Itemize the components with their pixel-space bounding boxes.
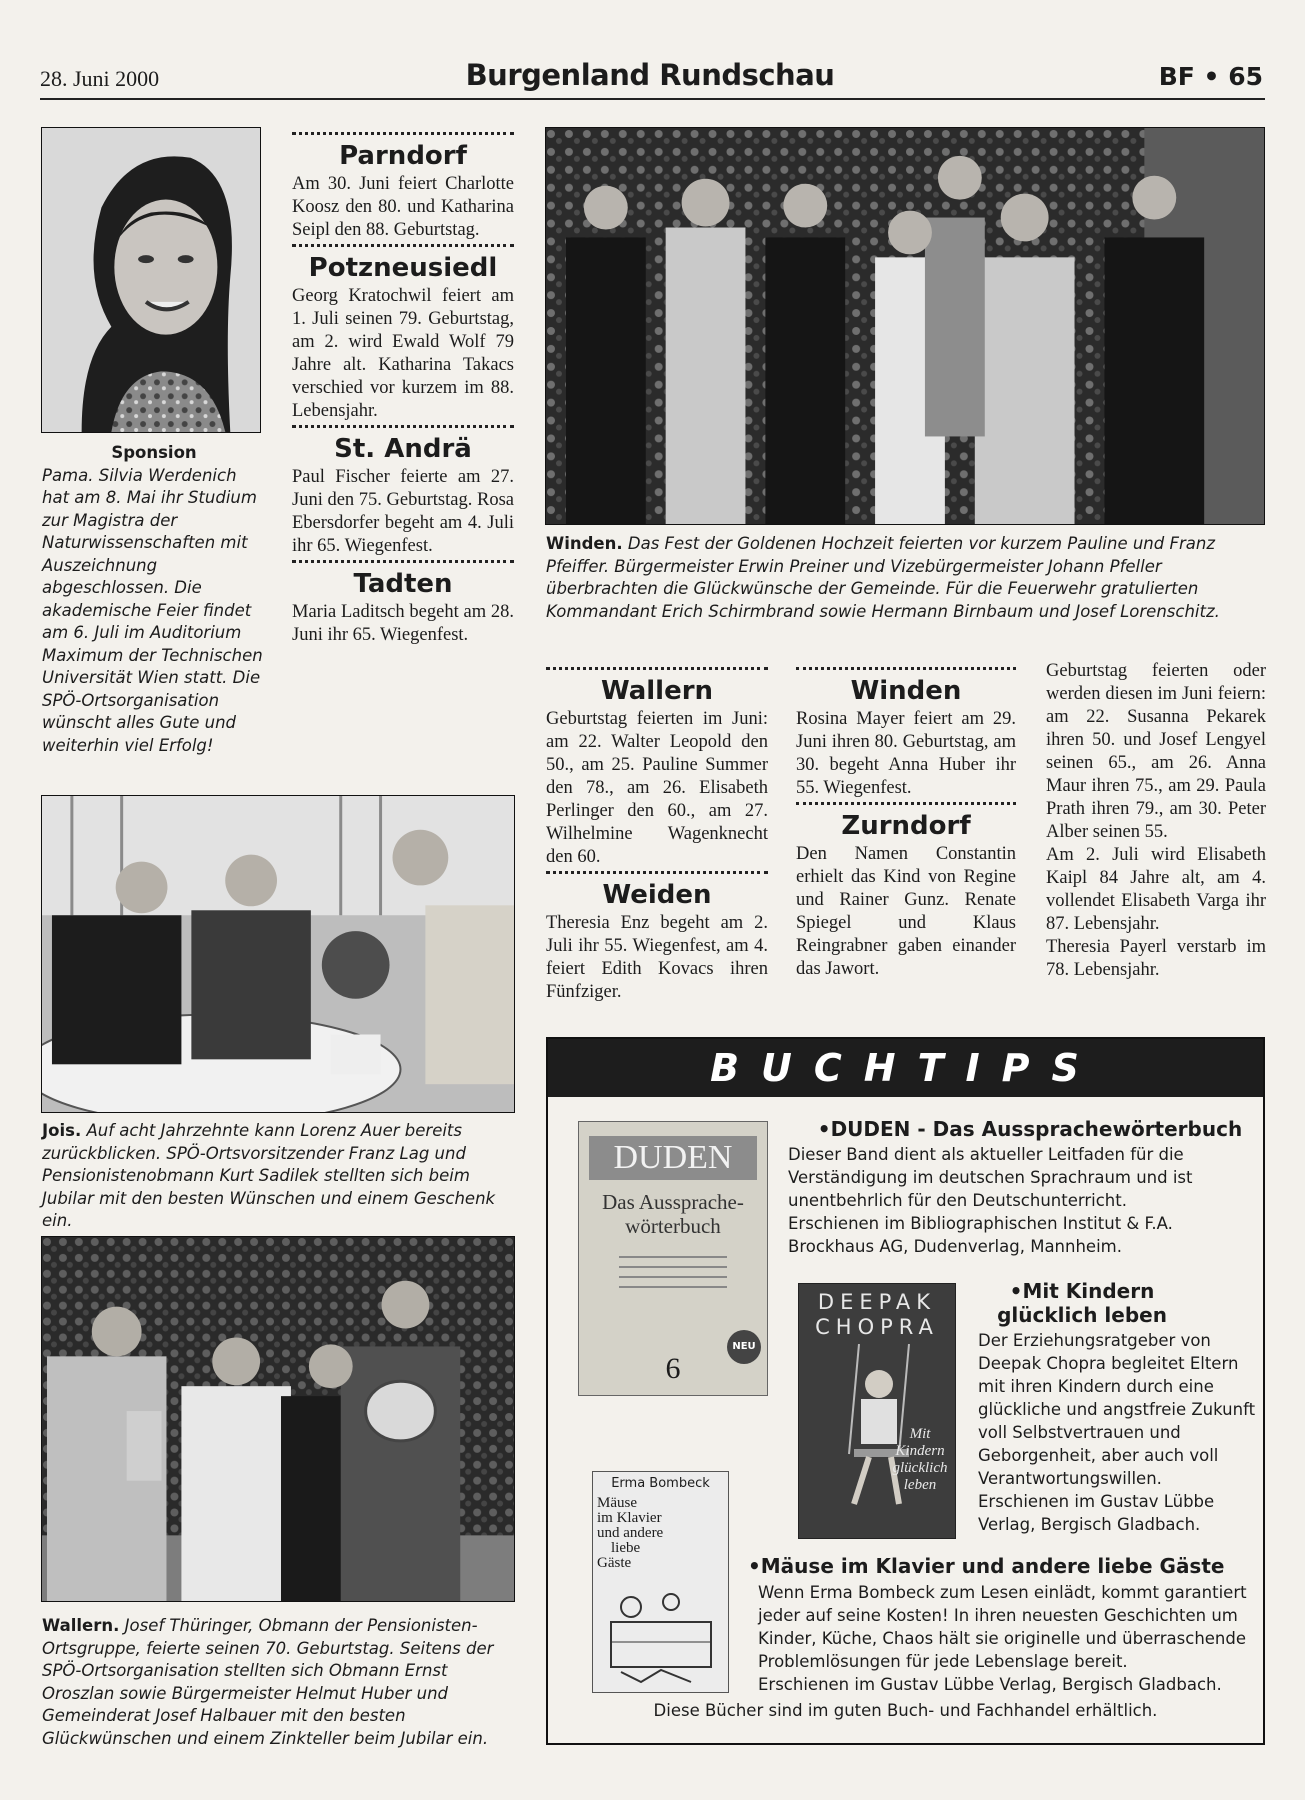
- buchtips-footer: Diese Bücher sind im guten Buch- und Fachhandel erhältlich.: [653, 1701, 1158, 1720]
- note-text: Am 30. Juni feiert Charlotte Koosz den 80. und Katharina Seipl den 88. Geburtstag.: [292, 174, 514, 240]
- bombeck-title-line: Mäuse: [597, 1495, 637, 1511]
- notes-column-winden-zurndorf: [796, 665, 1016, 981]
- book1-text: [788, 1143, 1254, 1258]
- bombeck-book-cover: [592, 1471, 729, 1693]
- book3-publisher: Erschienen im Gustav Lübbe Verlag, Bergisch Gladbach.: [758, 1675, 1222, 1694]
- divider: [546, 667, 768, 670]
- caption-text: Das Fest der Goldenen Hochzeit feierten vor kurzem Pauline und Franz Pfeiffer. Bürgermeister Erwin Preiner und Vizebürgermeister Johann Pfeller überbrachten die Glückwünsche der Gemeinde. Für die Feuerwehr gratulierten Kommandant Erich Schirmbrand sowie Hermann Birnbaum und Josef Lorenschitz.: [546, 534, 1220, 621]
- local-notes-column: [292, 130, 514, 647]
- place-heading: Tadten: [353, 569, 453, 599]
- book1-publisher: Erschienen im Bibliographischen Institut & F.A. Brockhaus AG, Dudenverlag, Mannheim.: [788, 1214, 1173, 1256]
- divider: [292, 244, 514, 247]
- jois-caption: [42, 1120, 516, 1233]
- place-heading: Weiden: [602, 880, 712, 910]
- book2-publisher: Erschienen im Gustav Lübbe Verlag, Bergisch Gladbach.: [978, 1492, 1215, 1534]
- divider: [292, 132, 514, 135]
- divider: [292, 425, 514, 428]
- chopra-title-line: Kindern: [895, 1443, 945, 1459]
- book2-text: [978, 1329, 1256, 1536]
- book2-title-line: glücklich leben: [997, 1303, 1167, 1327]
- book2-title: [972, 1279, 1192, 1327]
- chopra-title-line: leben: [903, 1477, 937, 1493]
- divider: [546, 871, 768, 874]
- note-text: Theresia Payerl verstarb im 78. Lebensjahr.: [1046, 937, 1266, 980]
- duden-blurb-lines: [619, 1250, 727, 1302]
- place-heading: Zurndorf: [841, 811, 971, 841]
- chopra-author-line: DEEPAK: [817, 1290, 937, 1314]
- caption-text: Auf acht Jahrzehnte kann Lorenz Auer bereits zurückblicken. SPÖ-Ortsvorsitzender Franz Lag und Pensionistenobmann Kurt Sadilek stellten sich beim Jubilar mit den besten Wünschen und einem Geschenk ein.: [42, 1121, 496, 1230]
- bombeck-title-line: im Klavier: [597, 1510, 662, 1526]
- bombeck-title-line: Gäste: [597, 1555, 632, 1571]
- bombeck-title-line: und andere: [597, 1525, 664, 1541]
- chopra-author-line: CHOPRA: [815, 1315, 939, 1339]
- portrait-photo: [41, 127, 261, 433]
- bombeck-author: Erma Bombeck: [611, 1476, 710, 1491]
- note-text: Paul Fischer feierte am 27. Juni den 75. Geburtstag. Rosa Ebersdorfer begeht am 4. Juli ihr 65. Wiegenfest.: [292, 467, 514, 556]
- note-text: Maria Laditsch begeht am 28. Juni ihr 65. Wiegenfest.: [292, 602, 514, 645]
- buchtips-box: [546, 1037, 1265, 1745]
- sponsion-text: Pama. Silvia Werdenich hat am 8. Mai ihr Studium zur Magistra der Naturwissenschaften mit Auszeichnung abgeschlossen. Die akademische Feier findet am 6. Juli im Auditorium Maximum der Technischen Universität Wien statt. Die SPÖ-Ortsorganisation wünscht alles Gute und weiterhin viel Erfolg!: [42, 465, 263, 755]
- issue-date: 28. Juni 2000: [40, 66, 160, 91]
- wallern-caption: [42, 1615, 516, 1750]
- caption-place: Jois.: [42, 1121, 82, 1140]
- book3-text: [758, 1581, 1254, 1696]
- place-heading: Potzneusiedl: [308, 253, 498, 283]
- note-text: Am 2. Juli wird Elisabeth Kaipl 84 Jahre alt, am 4. vollendet Elisabeth Varga ihr 87. Lebensjahr.: [1046, 845, 1266, 934]
- book3-title: •Mäuse im Klavier und andere liebe Gäste: [748, 1554, 1225, 1578]
- caption-text: Josef Thüringer, Obmann der Pensionisten-Ortsgruppe, feierte seinen 70. Geburtstag. Seitens der SPÖ-Ortsorganisation stellten sich Obmann Ernst Oroszlan sowie Bürgermeister Helmut Huber und Gemeinderat Josef Halbauer mit den besten Glückwünschen und einem Zinkteller beim Jubilar ein.: [42, 1616, 494, 1748]
- place-heading: Wallern: [600, 676, 714, 706]
- note-text: Georg Kratochwil feiert am 1. Juli seinen 79. Geburtstag, am 2. wird Ewald Wolf 79 Jahre alt. Katharina Takacs verschied vor kurzem im 88. Lebensjahr.: [292, 286, 514, 421]
- note-text: Geburtstag feierten im Juni: am 22. Walter Leopold den 50., am 25. Pauline Summer den 78., am 26. Elisabeth Perlinger den 60., am 27. Wilhelmine Wagenknecht den 60.: [546, 709, 768, 867]
- chopra-title-line: Mit: [909, 1426, 931, 1442]
- caption-place: Winden.: [546, 534, 623, 553]
- book2-description: Der Erziehungsratgeber von Deepak Chopra begleitet Eltern mit ihren Kindern durch eine glückliche und angstfreie Zukunft voll Selbstvertrauen und Geborgenheit, aber auch voll Verantwortungswillen.: [978, 1331, 1256, 1488]
- book1-description: Dieser Band dient als aktueller Leitfaden für die Verständigung im deutschen Sprachraum und ist unentbehrlich für den Deutschunterricht.: [788, 1145, 1193, 1210]
- place-heading: Parndorf: [339, 141, 467, 171]
- duden-volume-number: 6: [665, 1352, 681, 1385]
- notes-column-wallern-weiden: [546, 665, 768, 1004]
- notes-column-continued: [1046, 660, 1266, 982]
- winden-caption: [546, 533, 1266, 623]
- note-text: Theresia Enz begeht am 2. Juli ihr 55. Wiegenfest, am 4. feiert Edith Kovacs ihren Fünfziger.: [546, 913, 768, 1002]
- page-number: BF • 65: [1158, 62, 1263, 91]
- duden-book-cover: [578, 1121, 768, 1396]
- bombeck-title-line: liebe: [611, 1540, 641, 1556]
- duden-title-line: wörterbuch: [625, 1214, 721, 1238]
- caption-place: Wallern.: [42, 1616, 120, 1635]
- chopra-book-cover: [798, 1283, 956, 1539]
- book3-description: Wenn Erma Bombeck zum Lesen einlädt, kommt garantiert jeder auf seine Kosten! In ihren neuesten Geschichten um Kinder, Küche, Chaos hält sie originelle und überraschende Problemlösungen für jede Lebenslage bereit.: [758, 1583, 1247, 1671]
- jois-photo: [41, 795, 515, 1113]
- book2-title-line: •Mit Kindern: [1009, 1279, 1155, 1303]
- buchtips-banner: BUCHTIPS: [548, 1039, 1263, 1097]
- wallern-photo: [41, 1236, 515, 1602]
- note-text: Geburtstag feierten oder werden diesen im Juni feiern: am 22. Susanna Pekarek ihren 50. und Josef Lengyel seinen 65., am 26. Anna Maur ihren 75., am 29. Paula Prath ihren 79., am 30. Peter Alber seinen 55.: [1046, 661, 1266, 842]
- note-text: Rosina Mayer feiert am 29. Juni ihren 80. Geburtstag, am 30. begeht Anna Huber ihr 55. Wiegenfest.: [796, 709, 1016, 798]
- duden-new-badge: NEU: [727, 1330, 761, 1364]
- sponsion-caption: [42, 442, 266, 757]
- bombeck-cartoon: [601, 1582, 721, 1687]
- place-heading: Winden: [850, 676, 962, 706]
- newspaper-title: Burgenland Rundschau: [465, 58, 835, 92]
- winden-group-photo: [545, 127, 1265, 525]
- book1-title: •DUDEN - Das Aussprachewörterbuch: [817, 1117, 1243, 1141]
- divider: [796, 802, 1016, 805]
- duden-title-line: Das Aussprache-: [602, 1190, 744, 1214]
- divider: [796, 667, 1016, 670]
- header-rule: [40, 98, 1265, 100]
- duden-brand: DUDEN: [589, 1136, 757, 1180]
- note-text: Den Namen Constantin erhielt das Kind von Regine und Rainer Gunz. Renate Spiegel und Klaus Reingrabner gaben einander das Jawort.: [796, 844, 1016, 979]
- place-heading: St. Andrä: [334, 434, 472, 464]
- chopra-title-line: glücklich: [892, 1460, 948, 1476]
- sponsion-heading: Sponsion: [111, 443, 197, 462]
- divider: [292, 560, 514, 563]
